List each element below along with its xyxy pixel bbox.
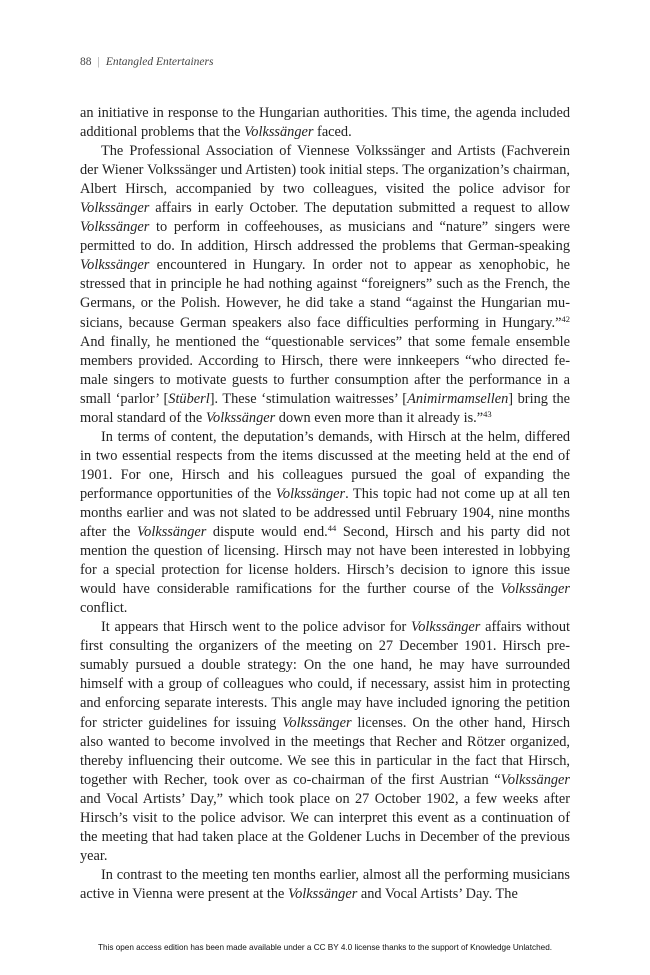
paragraph (80, 618, 570, 866)
text-run: The Professional Association of Viennese Volkssänger and Artists (Fachverein der Wiener Volkssänger und Artisten) took initial steps. The organization’s chairman, Albert Hirsch, accompanied by two colleagues, visited the police advisor for (80, 143, 570, 198)
paragraph (80, 142, 570, 428)
text-run: conflict. (80, 600, 128, 617)
italic-term: Volkssänger (80, 219, 150, 236)
italic-term: Volkssänger (275, 485, 346, 502)
text-run: down even more than it already is.” (275, 409, 484, 426)
footnote-ref: 44 (327, 523, 337, 534)
text-run: licenses. On the other hand, Hirsch also wanted to become involved in the meetings that Recher and Rötzer organized, thereby influencing their outcome. We see this in particular in the fact that Hirsch, together with Recher, took over as co-chairman of the first Austrian “ (80, 714, 571, 788)
license-footer: This open access edition has been made available under a CC BY 4.0 license thanks to the support of Knowledge Unlatched. (97, 943, 553, 952)
text-run: dispute would end. (206, 524, 328, 541)
italic-term: Volkssänger (205, 409, 276, 426)
text-run: affairs in early October. The deputation submitted a request to allow (149, 200, 570, 217)
text-run: encountered in Hungary. In order not to appear as xenophobic, he stressed that in principle he had nothing against “foreigners” such as the French, the Germans, or the Polish. However, he did take a stand “against the Hungarian musicians, because German speakers also face difficulties performing in Hungary.” (80, 257, 570, 331)
text-run: and Vocal Artists’ Day,” which took place on 27 October 1902, a few weeks after Hirsch’s visit to the police advisor. We can interpret this event as a continuation of the meeting that had taken place at the Goldener Luchs in December of the previous year. (80, 790, 570, 864)
paragraph (80, 428, 570, 618)
footnote-ref: 43 (483, 408, 492, 419)
text-run: Second, Hirsch and his party did not mention the question of licensing. Hirsch may not have been interested in lobbying for a special protection for license holders. Hirsch’s decision to ignore this issue would have considerable ramifications for the further course of the (80, 524, 571, 598)
paragraph (80, 866, 570, 904)
paragraph (80, 104, 570, 142)
header-separator: | (97, 56, 100, 68)
text-run: It appears that Hirsch went to the police advisor for (101, 619, 412, 636)
italic-term: Volkssänger (500, 771, 570, 788)
footnote-ref: 42 (561, 313, 570, 324)
italic-term: Volkssänger (80, 257, 150, 274)
text-run: to perform in coffeehouses, as musicians and “nature” singers were permitted to do. In addition, Hirsch addressed the problems that German-speaking (80, 219, 570, 255)
italic-term: Volkssänger (411, 619, 481, 636)
italic-term: Volkssänger (500, 581, 570, 598)
text-run: ]. These ‘stimulation waitresses’ [ (209, 390, 408, 407)
italic-term: Volkssänger (282, 714, 352, 731)
body-text (80, 104, 570, 904)
text-run: In terms of content, the deputation’s demands, with Hirsch at the helm, differed in two essential respects from the items discussed at the meeting held at the end of 1901. For one, Hirsch and his colleagues pursued the goal of expanding the performance opportunities of the (80, 428, 570, 502)
page-number: 88 (80, 56, 92, 68)
italic-term: Volkssänger (80, 200, 150, 217)
book-title: Entangled Entertainers (105, 56, 214, 68)
running-head (80, 56, 570, 68)
text-run: And finally, he mentioned the “questionable services” that some female ensemble members provided. According to Hirsch, there were innkeepers “who directed female singers to motivate guests to further consumption after the performance in a small ‘parlor’ [ (80, 333, 570, 407)
italic-term: Volkssänger (287, 885, 358, 902)
italic-term: Stüberl (168, 390, 210, 407)
text-run: an initiative in response to the Hungarian authorities. This time, the agenda included additional problems that the (80, 105, 570, 141)
text-run: In contrast to the meeting ten months earlier, almost all the performing musicians active in Vienna were present at the (80, 866, 570, 902)
italic-term: Animirmamsellen (407, 390, 509, 407)
text-run: faced. (313, 124, 352, 141)
italic-term: Volkssänger (244, 124, 314, 141)
italic-term: Volkssänger (137, 524, 207, 541)
text-run: ] bring the moral standard of the (80, 390, 571, 426)
text-run: . This topic had not come up at all ten months earlier and was not slated to be addressed until February 1904, nine months after the (80, 485, 570, 541)
text-run: and Vocal Artists’ Day. The (357, 885, 518, 902)
text-run: affairs without first consulting the organizers of the meeting on 27 December 1901. Hirsch presumably pursued a double strategy: On the one hand, he may have surrounded himself with a group of colleagues who could, if necessary, assist him in protecting and enforcing separate interests. This angle may have included ignoring the petition for stricter guidelines for issuing (80, 619, 571, 731)
